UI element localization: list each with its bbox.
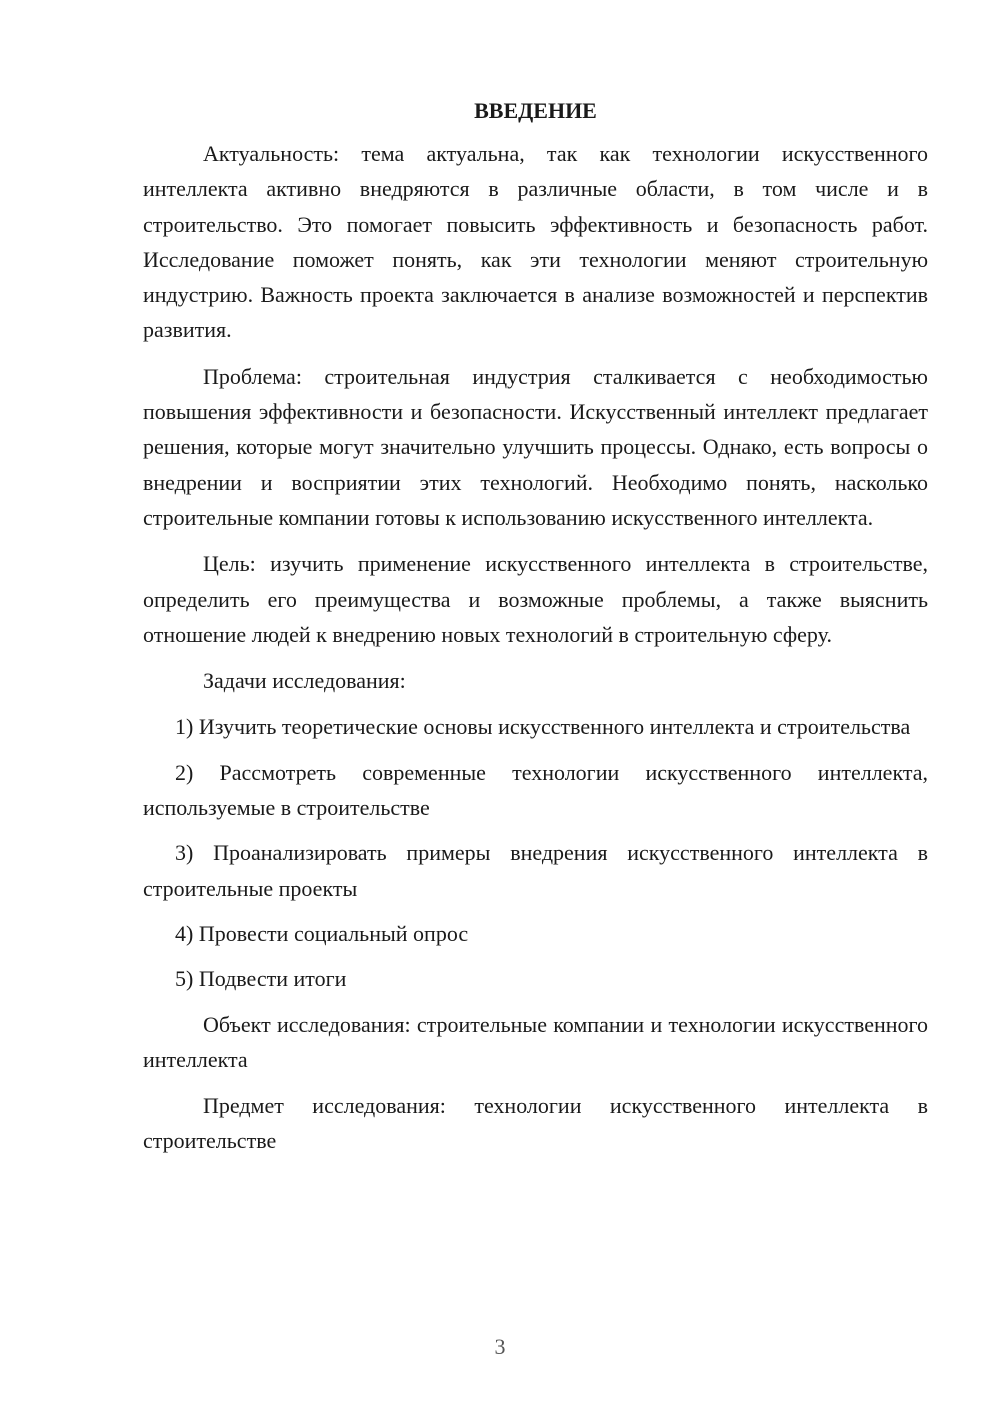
task-item-5: 5) Подвести итоги (175, 966, 347, 992)
page-number: 3 (494, 1334, 506, 1359)
tasks-heading: Задачи исследования: (203, 668, 406, 694)
paragraph-subject: Предмет исследования: технологии искусственного интеллекта в строительстве (143, 1093, 928, 1154)
task-item-2: 2) Рассмотреть современные технологии искусственного интеллекта, используемые в строительстве (143, 759, 928, 821)
task-item-1: 1) Изучить теоретические основы искусственного интеллекта и строительства (175, 714, 911, 740)
paragraph-goal: Цель: изучить применение искусственного интеллекта в строительстве, определить его преимущества и возможные проблемы, а также выяснить отношение людей к внедрению новых технологий в строительную сферу. (143, 551, 928, 647)
page-content (143, 96, 928, 1170)
task-item-3: 3) Проанализировать примеры внедрения искусственного интеллекта в строительные проекты (143, 840, 928, 901)
paragraph-problem: Проблема: строительная индустрия сталкивается с необходимостью повышения эффективности и безопасности. Искусственный интеллект предлагает решения, которые могут значительно улучшить процессы. Однако, есть вопросы о внедрении и восприятии этих технологий. Необходимо понять, насколько строительные компании готовы к использованию искусственного интеллекта. (143, 363, 928, 530)
section-title: ВВЕДЕНИЕ (474, 98, 597, 123)
paragraph-object: Объект исследования: строительные компании и технологии искусственного интеллекта (143, 1011, 928, 1072)
paragraph-relevance: Актуальность: тема актуальна, так как технологии искусственного интеллекта активно внедряются в различные области, в том числе и в строительство. Это помогает повысить эффективность и безопасность работ. Исследование поможет понять, как эти технологии меняют строительную индустрию. Важность проекта заключается в анализе возможностей и перспектив развития. (143, 141, 928, 343)
task-item-4: 4) Провести социальный опрос (175, 920, 469, 946)
